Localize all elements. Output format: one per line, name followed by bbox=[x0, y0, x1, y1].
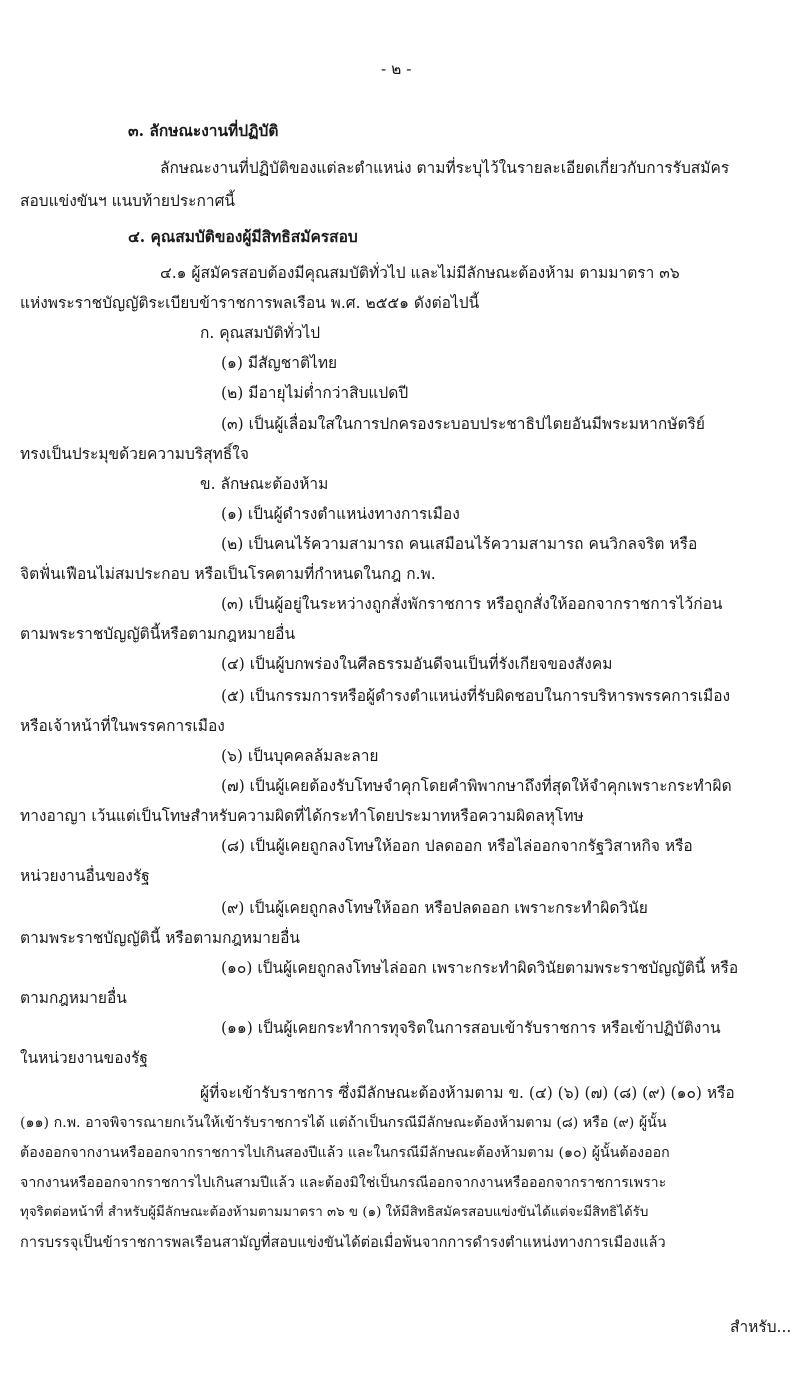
subheading-prohibited-characteristics: ข. ลักษณะต้องห้าม bbox=[200, 475, 329, 493]
list-item: (๑๐) เป็นผู้เคยถูกลงโทษไล่ออก เพราะกระทำผิดวินัยตามพระราชบัญญัตินี้ หรือ bbox=[221, 959, 739, 977]
list-item-continuation: ทางอาญา เว้นแต่เป็นโทษสำหรับความผิดที่ได้กระทำโดยประมาทหรือความผิดลหุโทษ bbox=[20, 807, 584, 825]
list-item-continuation: หรือเจ้าหน้าที่ในพรรคการเมือง bbox=[20, 717, 225, 735]
paragraph-line: จากงานหรือออกจากราชการไปเกินสามปีแล้ว และต้องมิใช่เป็นกรณีออกจากงานหรือออกจากราชการเพราะ bbox=[20, 1175, 667, 1191]
list-item: (๔) เป็นผู้บกพร่องในศีลธรรมอันดีจนเป็นที่รังเกียจของสังคม bbox=[221, 655, 613, 673]
list-item-continuation: ตามพระราชบัญญัตินี้หรือตามกฎหมายอื่น bbox=[20, 625, 296, 643]
list-item: (๑) มีสัญชาติไทย bbox=[221, 354, 338, 372]
section-3-text: สอบแข่งขันฯ แนบท้ายประกาศนี้ bbox=[20, 192, 236, 210]
subheading-general-qualifications: ก. คุณสมบัติทั่วไป bbox=[200, 324, 321, 342]
section-3-text: ลักษณะงานที่ปฏิบัติของแต่ละตำแหน่ง ตามที่ระบุไว้ในรายละเอียดเกี่ยวกับการรับสมัคร bbox=[160, 159, 730, 177]
section-4-heading: ๔. คุณสมบัติของผู้มีสิทธิสมัครสอบ bbox=[128, 227, 358, 246]
section-4-1-text: แห่งพระราชบัญญัติระเบียบข้าราชการพลเรือน พ.ศ. ๒๕๕๑ ดังต่อไปนี้ bbox=[20, 294, 480, 312]
list-item-continuation: ตามพระราชบัญญัตินี้ หรือตามกฎหมายอื่น bbox=[20, 929, 300, 947]
list-item: (๒) มีอายุไม่ต่ำกว่าสิบแปดปี bbox=[221, 384, 409, 402]
list-item-continuation: ตามกฎหมายอื่น bbox=[20, 989, 127, 1007]
list-item: (๓) เป็นผู้อยู่ในระหว่างถูกสั่งพักราชการ หรือถูกสั่งให้ออกจากราชการไว้ก่อน bbox=[221, 595, 723, 613]
footer-continuation: สำหรับ... bbox=[730, 1318, 792, 1336]
list-item-continuation: ในหน่วยงานของรัฐ bbox=[20, 1049, 148, 1067]
list-item-continuation: จิตฟั่นเฟือนไม่สมประกอบ หรือเป็นโรคตามที่กำหนดในกฎ ก.พ. bbox=[20, 565, 436, 583]
list-item: (๑๑) เป็นผู้เคยกระทำการทุจริตในการสอบเข้ารับราชการ หรือเข้าปฏิบัติงาน bbox=[221, 1019, 721, 1037]
section-3-heading: ๓. ลักษณะงานที่ปฏิบัติ bbox=[128, 121, 279, 140]
list-item: (๓) เป็นผู้เลื่อมใสในการปกครองระบอบประชาธิปไตยอันมีพระมหากษัตริย์ bbox=[221, 415, 705, 433]
list-item: (๕) เป็นกรรมการหรือผู้ดำรงตำแหน่งที่รับผิดชอบในการบริหารพรรคการเมือง bbox=[221, 687, 731, 705]
paragraph-line: การบรรจุเป็นข้าราชการพลเรือนสามัญที่สอบแข่งขันได้ต่อเมื่อพ้นจากการดำรงตำแหน่งทางการเมืองแล้ว bbox=[20, 1234, 666, 1251]
list-item: (๖) เป็นบุคคลล้มละลาย bbox=[221, 747, 379, 765]
list-item: (๑) เป็นผู้ดำรงตำแหน่งทางการเมือง bbox=[221, 505, 460, 523]
paragraph-line: ทุจริตต่อหน้าที่ สำหรับผู้มีลักษณะต้องห้ามตามมาตรา ๓๖ ข (๑) ให้มีสิทธิสมัครสอบแข่งขันได้แต่จะมีสิทธิได้รับ bbox=[20, 1205, 649, 1220]
section-4-1-text: ๔.๑ ผู้สมัครสอบต้องมีคุณสมบัติทั่วไป และไม่มีลักษณะต้องห้าม ตามมาตรา ๓๖ bbox=[160, 264, 680, 282]
list-item-continuation: ทรงเป็นประมุขด้วยความบริสุทธิ์ใจ bbox=[20, 445, 249, 463]
list-item-continuation: หน่วยงานอื่นของรัฐ bbox=[20, 867, 150, 885]
list-item: (๙) เป็นผู้เคยถูกลงโทษให้ออก หรือปลดออก เพราะกระทำผิดวินัย bbox=[221, 899, 648, 917]
page-number: - ๒ - bbox=[381, 60, 412, 78]
list-item: (๗) เป็นผู้เคยต้องรับโทษจำคุกโดยคำพิพากษาถึงที่สุดให้จำคุกเพราะกระทำผิด bbox=[221, 777, 732, 795]
paragraph-line: ผู้ที่จะเข้ารับราชการ ซึ่งมีลักษณะต้องห้ามตาม ข. (๔) (๖) (๗) (๘) (๙) (๑๐) หรือ bbox=[200, 1084, 735, 1102]
paragraph-line: ต้องออกจากงานหรือออกจากราชการไปเกินสองปีแล้ว และในกรณีมีลักษณะต้องห้ามตาม (๑๐) ผู้นั้นต้องออก bbox=[20, 1145, 670, 1161]
paragraph-line: (๑๑) ก.พ. อาจพิจารณายกเว้นให้เข้ารับราชการได้ แต่ถ้าเป็นกรณีมีลักษณะต้องห้ามตาม (๘) หรือ (๙) ผู้นั้น bbox=[20, 1115, 667, 1131]
list-item: (๘) เป็นผู้เคยถูกลงโทษให้ออก ปลดออก หรือไล่ออกจากรัฐวิสาหกิจ หรือ bbox=[221, 837, 693, 855]
list-item: (๒) เป็นคนไร้ความสามารถ คนเสมือนไร้ความสามารถ คนวิกลจริต หรือ bbox=[221, 535, 698, 553]
